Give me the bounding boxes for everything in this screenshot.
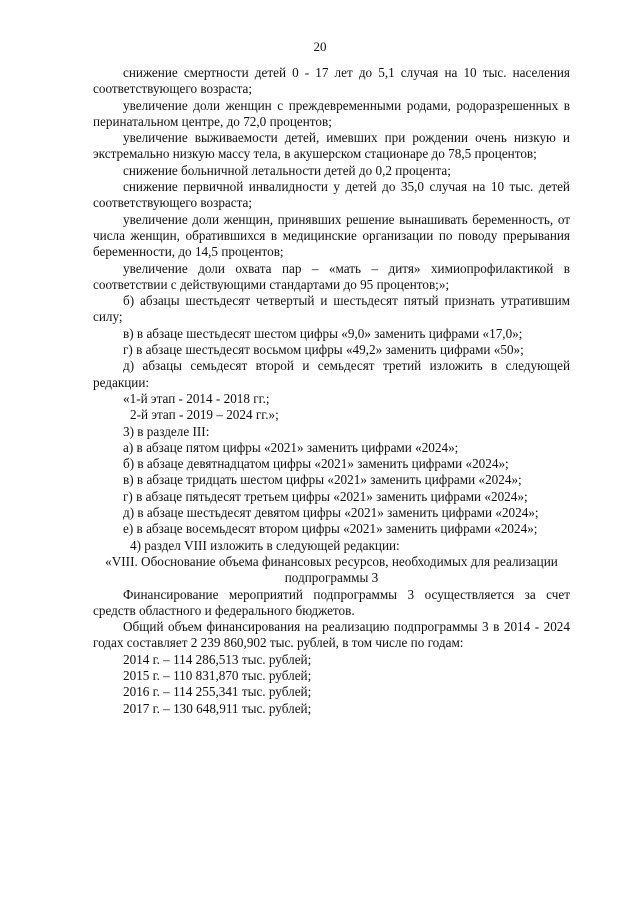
- paragraph-hospital-lethality: снижение больничной летальности детей до 0,2 процента;: [123, 162, 451, 178]
- paragraph-section3-e: е) в абзаце восемьдесят втором цифры «2021» заменить цифрами «2024»;: [123, 521, 538, 537]
- paragraph-financing: Финансирование мероприятий подпрограммы 3 осуществляется за счет средств областного и федерального бюджетов.: [93, 586, 570, 618]
- paragraph-premature-births: увеличение доли женщин с преждевременными родами, родоразрешенных в перинатальном центре, до 72,0 процентов;: [93, 97, 570, 129]
- paragraph-pregnancy-decision: увеличение доли женщин, принявших решение вынашивать беременность, от числа женщин, обратившихся в медицинские организации по поводу прерывания беременности, до 14,5 процентов;: [93, 211, 570, 260]
- paragraph-total-financing: Общий объем финансирования на реализацию подпрограммы 3 в 2014 - 2024 годах составляет 2 239 860,902 тыс. рублей, в том числе по годам:: [93, 619, 570, 651]
- paragraph-section-8: 4) раздел VIII изложить в следующей редакции:: [130, 537, 400, 553]
- paragraph-mortality: снижение смертности детей 0 - 17 лет до 5,1 случая на 10 тыс. населения соответствующего возраста;: [93, 65, 570, 97]
- paragraph-year-2014: 2014 г. – 114 286,513 тыс. рублей;: [123, 651, 312, 667]
- paragraph-item-g: г) в абзаце шестьдесят восьмом цифры «49,2» заменить цифрами «50»;: [123, 342, 524, 358]
- paragraph-stage-2: 2-й этап - 2019 – 2024 гг.»;: [130, 407, 279, 423]
- paragraph-disability: снижение первичной инвалидности у детей до 35,0 случая на 10 тыс. детей соответствующего возраста;: [93, 179, 570, 211]
- paragraph-section-3: 3) в разделе III:: [123, 423, 210, 439]
- paragraph-year-2017: 2017 г. – 130 648,911 тыс. рублей;: [123, 700, 312, 716]
- paragraph-stage-1: «1-й этап - 2014 - 2018 гг.;: [123, 390, 270, 406]
- paragraph-year-2016: 2016 г. – 114 255,341 тыс. рублей;: [123, 684, 312, 700]
- paragraph-section3-v: в) в абзаце тридцать шестом цифры «2021» заменить цифрами «2024»;: [123, 472, 522, 488]
- paragraph-chemoprophylaxis: увеличение доли охвата пар – «мать – дитя» химиопрофилактикой в соответствии с действующими стандартами до 95 процентов;»;: [93, 260, 570, 292]
- paragraph-item-v: в) в абзаце шестьдесят шестом цифры «9,0» заменить цифрами «17,0»;: [123, 325, 523, 341]
- paragraph-section3-a: а) в абзаце пятом цифры «2021» заменить цифрами «2024»;: [123, 439, 459, 455]
- paragraph-year-2015: 2015 г. – 110 831,870 тыс. рублей;: [123, 667, 312, 683]
- section-heading: «VIII. Обоснование объема финансовых ресурсов, необходимых для реализации подпрограммы 3: [105, 553, 558, 586]
- paragraph-section3-g: г) в абзаце пятьдесят третьем цифры «2021» заменить цифрами «2024»;: [123, 488, 528, 504]
- paragraph-section3-b: б) в абзаце девятнадцатом цифры «2021» заменить цифрами «2024»;: [123, 456, 509, 472]
- document-body: [93, 65, 570, 717]
- paragraph-item-b: б) абзацы шестьдесят четвертый и шестьдесят пятый признать утратившим силу;: [93, 293, 570, 325]
- page-number: 20: [313, 39, 327, 54]
- paragraph-section3-d: д) в абзаце шестьдесят девятом цифры «2021» заменить цифрами «2024»;: [123, 505, 539, 521]
- paragraph-survival: увеличение выживаемости детей, имевших при рождении очень низкую и экстремально низкую массу тела, в акушерском стационаре до 78,5 процентов;: [93, 130, 570, 162]
- paragraph-item-d: д) абзацы семьдесят второй и семьдесят третий изложить в следующей редакции:: [93, 358, 570, 390]
